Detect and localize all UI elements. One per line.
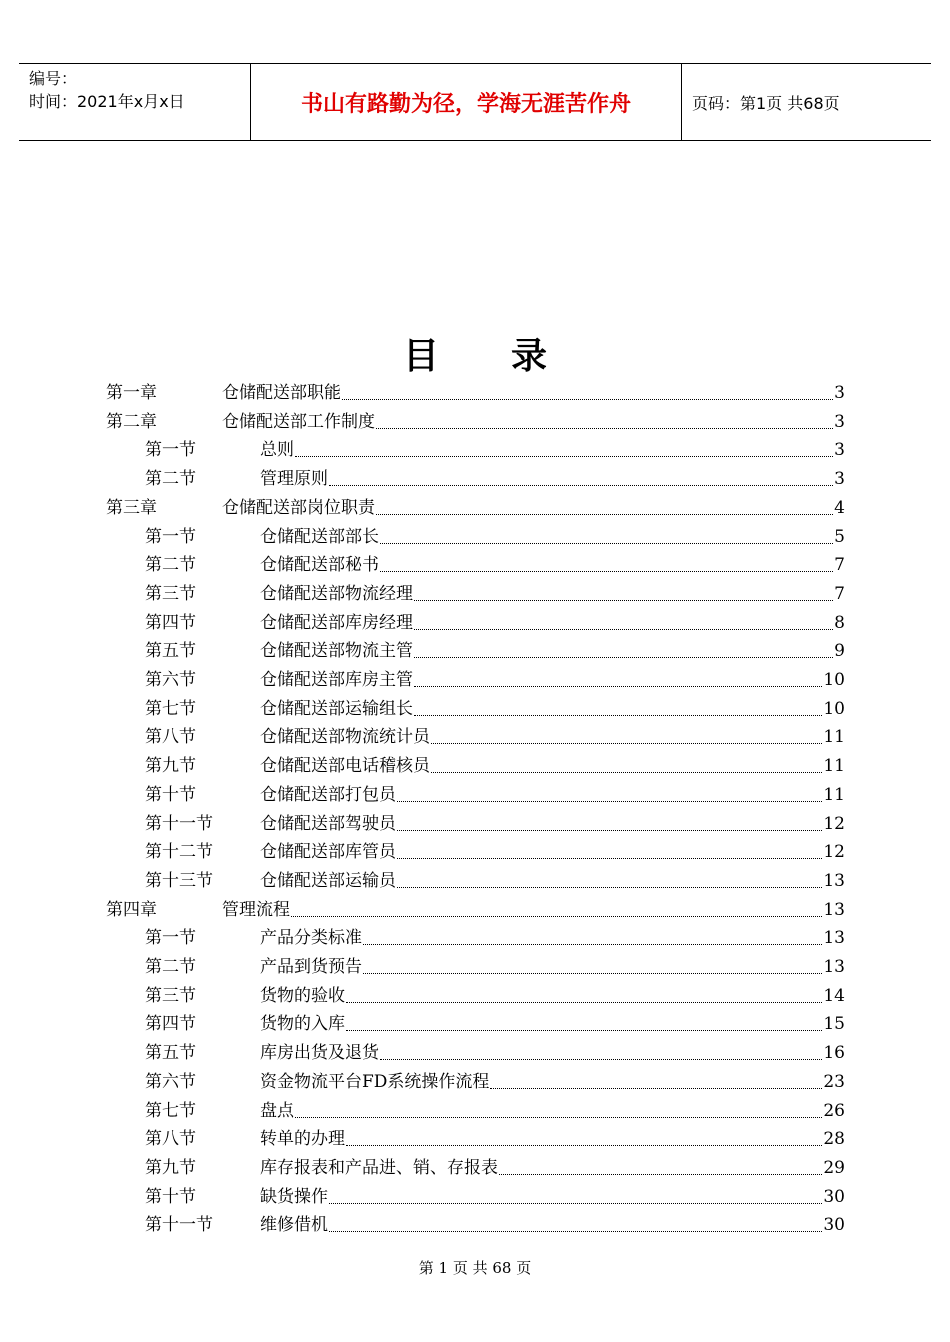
toc-page-number: 13: [823, 899, 845, 920]
toc-page-number: 7: [834, 583, 845, 604]
toc-number: 第三节: [145, 583, 196, 604]
toc-entry[interactable]: [0, 1039, 950, 1068]
toc-number: 第六节: [145, 1071, 196, 1092]
toc-leader-dots: [329, 1211, 822, 1232]
toc-leader-dots: [363, 953, 822, 974]
toc-page-number: 30: [823, 1186, 845, 1207]
toc-page-number: 10: [823, 670, 845, 690]
toc-entry[interactable]: [0, 867, 950, 896]
toc-title: 仓储配送部秘书: [260, 555, 379, 576]
toc-page-number: 12: [823, 813, 845, 834]
toc-leader-dots: [295, 436, 833, 457]
toc-entry[interactable]: [0, 1097, 950, 1126]
toc-number: 第四节: [145, 1014, 196, 1035]
toc-title: 管理原则: [260, 469, 328, 490]
toc-title: 仓储配送部物流统计员: [260, 727, 430, 748]
toc-leader-dots: [363, 924, 822, 945]
toc-number: 第三节: [145, 985, 196, 1006]
toc-leader-dots: [397, 810, 822, 831]
toc-leader-dots: [431, 723, 822, 744]
toc-title: 仓储配送部库管员: [260, 842, 396, 863]
toc-number: 第四章: [106, 899, 157, 920]
toc-entry[interactable]: [0, 1183, 950, 1212]
toc-entry[interactable]: [0, 810, 950, 839]
title-char-1: 目: [402, 336, 439, 377]
toc-leader-dots: [329, 465, 833, 486]
toc-title: 转单的办理: [260, 1129, 345, 1150]
toc-leader-dots: [380, 1039, 822, 1060]
toc-page-number: 13: [823, 928, 845, 949]
toc-title: 仓储配送部工作制度: [222, 411, 375, 432]
toc-leader-dots: [414, 666, 822, 687]
toc-leader-dots: [295, 1097, 822, 1118]
toc-leader-dots: [414, 695, 822, 716]
toc-page-number: 10: [823, 698, 845, 719]
toc-page-number: 23: [823, 1071, 845, 1092]
toc-title: 总则: [260, 440, 294, 461]
toc-number: 第二节: [145, 957, 196, 977]
toc-number: 第二节: [145, 555, 196, 576]
toc-leader-dots: [397, 867, 822, 888]
toc-number: 第二章: [106, 411, 157, 432]
toc-entry[interactable]: [0, 953, 950, 982]
toc-page-number: 3: [834, 440, 845, 461]
toc-title: 仓储配送部职能: [222, 383, 341, 403]
number-label: 编号：: [29, 69, 78, 88]
toc-leader-dots: [342, 379, 833, 400]
toc-page-number: 5: [834, 526, 845, 547]
toc-title: 产品到货预告: [260, 957, 362, 977]
toc-page-number: 12: [823, 842, 845, 863]
toc-title: 仓储配送部物流经理: [260, 583, 413, 604]
toc-entry[interactable]: [0, 752, 950, 781]
toc-title: 盘点: [260, 1100, 294, 1121]
page-header: [19, 63, 931, 141]
toc-page-number: 14: [823, 985, 845, 1006]
toc-number: 第十一节: [145, 813, 213, 834]
toc-number: 第九节: [145, 1157, 196, 1178]
toc-title: 仓储配送部库房主管: [260, 670, 413, 690]
toc-leader-dots: [346, 982, 822, 1003]
toc-entry[interactable]: [0, 408, 950, 437]
toc-page-number: 8: [834, 612, 845, 633]
header-meta: [19, 64, 251, 140]
toc-title: 仓储配送部部长: [260, 526, 379, 547]
toc-title: 资金物流平台FD系统操作流程: [260, 1071, 490, 1092]
toc-title: 仓储配送部岗位职责: [222, 497, 375, 518]
toc-entry[interactable]: [0, 896, 950, 925]
toc-entry[interactable]: [0, 723, 950, 752]
toc-page-number: 15: [823, 1014, 845, 1035]
toc-number: 第一节: [145, 928, 196, 949]
toc-entry[interactable]: [0, 838, 950, 867]
toc-page-number: 28: [823, 1129, 845, 1150]
toc-number: 第四节: [145, 612, 196, 633]
toc-page-number: 3: [834, 383, 845, 403]
toc-number: 第二节: [145, 469, 196, 490]
toc-title: 缺货操作: [260, 1186, 328, 1207]
toc-entry[interactable]: [0, 781, 950, 810]
title-char-2: 录: [511, 336, 548, 377]
toc-entry[interactable]: [0, 465, 950, 494]
toc-entry[interactable]: [0, 436, 950, 465]
toc-title: 仓储配送部打包员: [260, 784, 396, 805]
toc-leader-dots: [414, 580, 833, 601]
toc-number: 第七节: [145, 1100, 196, 1121]
toc-title: 仓储配送部电话稽核员: [260, 756, 430, 777]
toc-title: 库房出货及退货: [260, 1043, 379, 1064]
toc-title: 管理流程: [222, 899, 290, 920]
toc-entry[interactable]: [0, 1068, 950, 1097]
toc-number: 第五节: [145, 641, 196, 662]
toc-page-number: 26: [823, 1100, 845, 1121]
toc-number: 第十节: [145, 784, 196, 805]
toc-leader-dots: [397, 781, 822, 802]
toc-title: 维修借机: [260, 1215, 328, 1236]
toc-entry[interactable]: [0, 580, 950, 609]
toc-title: 仓储配送部物流主管: [260, 641, 413, 662]
toc-title: 仓储配送部驾驶员: [260, 813, 396, 834]
toc-leader-dots: [431, 752, 822, 773]
toc-leader-dots: [376, 494, 833, 515]
toc-title: 仓储配送部运输组长: [260, 698, 413, 719]
toc-leader-dots: [414, 609, 833, 630]
toc-leader-dots: [346, 1125, 822, 1146]
toc-leader-dots: [490, 1068, 822, 1089]
toc-title: 产品分类标准: [260, 928, 362, 949]
toc-leader-dots: [414, 637, 833, 658]
page-title: [0, 328, 950, 379]
toc-entry[interactable]: [0, 1010, 950, 1039]
toc-page-number: 29: [823, 1157, 845, 1178]
toc-number: 第六节: [145, 670, 196, 690]
toc-entry[interactable]: [0, 379, 950, 408]
toc-leader-dots: [346, 1010, 822, 1031]
toc-number: 第八节: [145, 1129, 196, 1150]
header-motto: 书山有路勤为径，学海无涯苦作舟: [251, 64, 682, 140]
toc-entry[interactable]: [0, 494, 950, 523]
toc-entry[interactable]: [0, 666, 950, 695]
toc-leader-dots: [376, 408, 833, 429]
toc-leader-dots: [397, 838, 822, 859]
toc-entry[interactable]: [0, 551, 950, 580]
toc-number: 第七节: [145, 698, 196, 719]
toc-title: 库存报表和产品进、销、存报表: [260, 1157, 498, 1178]
page-footer: 第 1 页 共 68 页: [418, 1259, 532, 1277]
toc-title: 仓储配送部运输员: [260, 870, 396, 891]
toc-leader-dots: [291, 896, 822, 917]
toc-leader-dots: [499, 1154, 822, 1175]
toc-page-number: 7: [834, 555, 845, 576]
toc-entry[interactable]: [0, 523, 950, 552]
toc-entry[interactable]: [0, 982, 950, 1011]
time-label: 时间：2021年x月x日: [29, 92, 185, 111]
toc-number: 第一节: [145, 440, 196, 461]
toc-entry[interactable]: [0, 695, 950, 724]
toc-page-number: 13: [823, 957, 845, 977]
toc-page-number: 16: [823, 1043, 845, 1064]
toc-number: 第九节: [145, 756, 196, 777]
toc-title: 仓储配送部库房经理: [260, 612, 413, 633]
toc-number: 第十三节: [145, 870, 213, 891]
toc-entry[interactable]: [0, 1154, 950, 1183]
toc-page-number: 4: [834, 497, 845, 518]
toc-number: 第十一节: [145, 1215, 213, 1236]
toc-number: 第一章: [106, 383, 157, 403]
header-page-info: 页码：第1页 共68页: [692, 93, 840, 113]
toc-entry[interactable]: [0, 609, 950, 638]
toc-number: 第一节: [145, 526, 196, 547]
toc-entry[interactable]: [0, 1211, 950, 1240]
toc-page-number: 13: [823, 870, 845, 891]
toc-page-number: 3: [834, 411, 845, 432]
toc-leader-dots: [329, 1183, 822, 1204]
toc-number: 第三章: [106, 497, 157, 518]
toc-entry[interactable]: [0, 924, 950, 953]
toc-number: 第五节: [145, 1043, 196, 1064]
toc-number: 第八节: [145, 727, 196, 748]
toc-number: 第十二节: [145, 842, 213, 863]
toc-page-number: 30: [823, 1215, 845, 1236]
toc-entry[interactable]: [0, 1125, 950, 1154]
toc-leader-dots: [380, 523, 833, 544]
toc-page-number: 9: [834, 641, 845, 662]
toc-entry[interactable]: [0, 637, 950, 666]
toc-page-number: 11: [823, 756, 845, 777]
toc-page-number: 3: [834, 469, 845, 490]
toc-page-number: 11: [823, 784, 845, 805]
toc-title: 货物的验收: [260, 985, 345, 1006]
toc-page-number: 11: [823, 727, 845, 748]
toc-title: 货物的入库: [260, 1014, 345, 1035]
toc-number: 第十节: [145, 1186, 196, 1207]
toc-leader-dots: [380, 551, 833, 572]
